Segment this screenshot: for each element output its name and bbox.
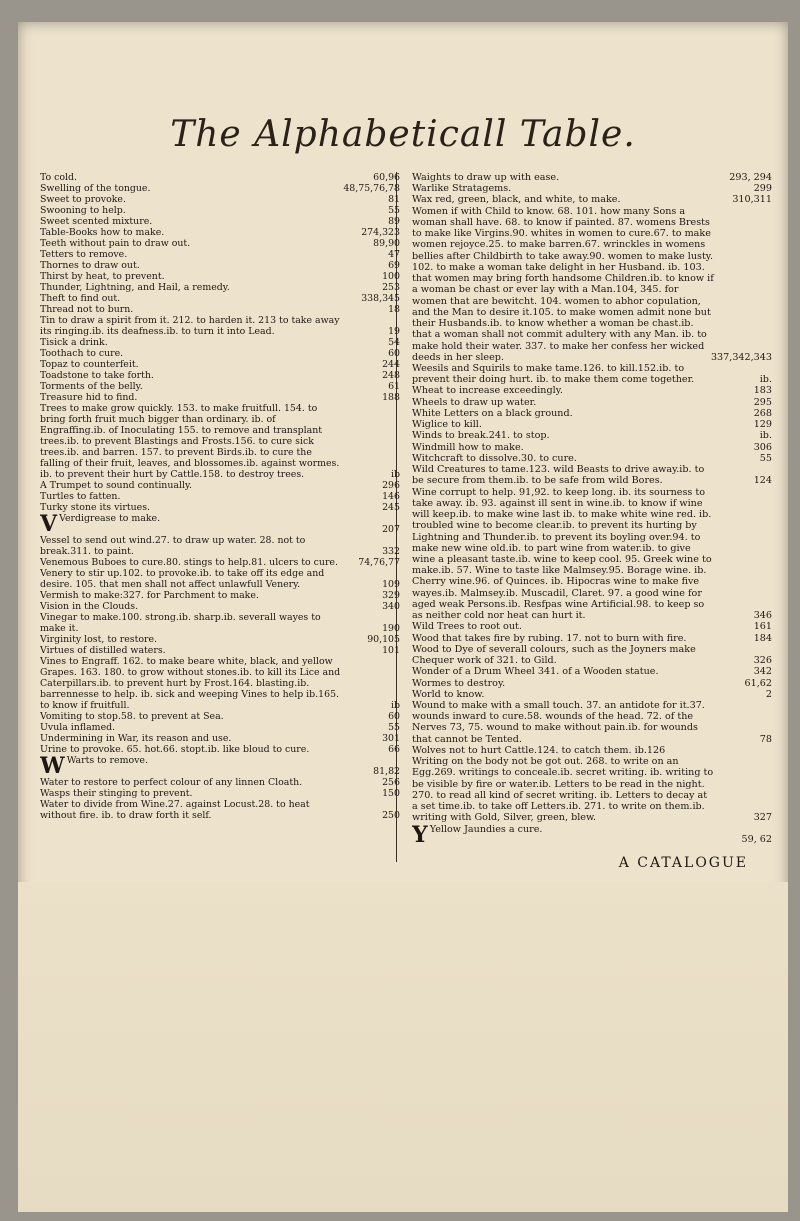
entry-pages: 55 [388, 722, 400, 733]
entry-text: Turtles to fatten. [40, 491, 121, 502]
entry-pages: ib [391, 700, 400, 711]
entry-pages: 326 [753, 655, 772, 667]
entry-pages: 150 [382, 788, 400, 799]
book-page [18, 22, 788, 1212]
index-entry [40, 249, 400, 260]
entry-pages: 74,76,77 [358, 557, 400, 568]
entry-text: Turky stone its virtues. [40, 502, 150, 513]
index-entry [40, 788, 400, 799]
entry-text: Topaz to counterfeit. [40, 359, 139, 370]
entry-text: Waights to draw up with ease. [412, 172, 560, 183]
index-entry [412, 756, 772, 823]
index-entry [40, 590, 400, 601]
entry-pages: ib [391, 469, 400, 480]
entry-pages: 54 [388, 337, 400, 348]
entry-pages: 337,342,343 [710, 351, 772, 363]
entry-pages: 19 [388, 326, 400, 337]
entry-pages: 253 [382, 282, 400, 293]
index-entry [40, 557, 400, 568]
entry-pages: 207 [382, 524, 400, 535]
index-entry [412, 621, 772, 632]
entry-text: World to know. [412, 688, 485, 700]
index-entry [40, 194, 400, 205]
entry-pages: 293, 294 [729, 172, 772, 183]
entry-pages: 327 [753, 812, 772, 824]
entry-text: Vomiting to stop.58. to prevent at Sea. [40, 711, 224, 722]
entry-pages: 250 [382, 810, 400, 821]
entry-text: Wonder of a Drum Wheel 341. of a Wooden statue. [412, 666, 659, 678]
entry-text: Sweet to provoke. [40, 194, 126, 205]
index-entry [40, 612, 400, 634]
entry-text: To cold. [40, 172, 78, 183]
index-entry [412, 363, 772, 385]
index-entry [412, 419, 772, 430]
entry-text: Windmill how to make. [412, 441, 524, 453]
entry-pages: 129 [753, 419, 772, 431]
entry-pages: 81 [388, 194, 400, 205]
entry-text: Tisick a drink. [40, 337, 108, 348]
index-entry [40, 491, 400, 502]
index-entry [40, 744, 400, 755]
index-entry [412, 689, 772, 700]
entry-text: Wild Creatures to tame.123. wild Beasts to drive away.ib. to be secure from them.ib. to be safe from wild Bores. [412, 464, 705, 487]
entry-text: Swelling of the tongue. [40, 183, 151, 194]
index-entry [40, 392, 400, 403]
entry-pages: 18 [388, 304, 400, 315]
entry-text: Weesils and Squirils to make tame.126. to kill.152.ib. to prevent their doing hurt. ib. to make them come together. [412, 362, 695, 386]
entry-pages: 342 [753, 666, 772, 678]
entry-text: Tin to draw a spirit from it. 212. to harden it. 213 to take away its ringing.ib. its deafness.ib. to turn it into Lead. [40, 315, 340, 337]
entry-text: Vessel to send out wind.27. to draw up water. 28. not to break.311. to paint. [40, 535, 306, 557]
entry-text: Virtues of distilled waters. [40, 645, 166, 656]
index-entry [412, 397, 772, 408]
entry-text: Warts to remove. [66, 755, 148, 766]
entry-text: Toothach to cure. [40, 348, 124, 359]
entry-text: Venemous Buboes to cure.80. stings to help.81. ulcers to cure. [40, 557, 338, 568]
entry-pages: 329 [382, 590, 400, 601]
entry-text: Table-Books how to make. [40, 227, 165, 238]
index-entry [40, 304, 400, 315]
entry-pages: 244 [382, 359, 400, 370]
entry-pages: 55 [388, 205, 400, 216]
entry-text: Writing on the body not be got out. 268. to write on an Egg.269. writings to conceale.ib. secret writing. ib. writing to be visible by fire or water.ib. Letters to be read in the night. 270. to read all kind of secret writing. ib. Letters to decay at a set time.ib. to take off Letters.ib. 271. to write on them.ib. writing with Gold, Silver, green, blew. [412, 756, 714, 824]
entry-pages: 60,96 [373, 172, 400, 183]
entry-pages: 248 [382, 370, 400, 381]
index-entry [40, 227, 400, 238]
index-entry [412, 408, 772, 419]
index-entry [40, 645, 400, 656]
index-entry [40, 271, 400, 282]
entry-text: Verdigrease to make. [59, 513, 161, 524]
index-entry [412, 172, 772, 183]
entry-text: Warlike Stratagems. [412, 183, 512, 195]
index-entry [40, 282, 400, 293]
entry-text: Thunder, Lightning, and Hail, a remedy. [40, 282, 230, 293]
catchword: A CATALOGUE [618, 855, 748, 871]
entry-pages: 90,105 [367, 634, 400, 645]
index-entry [40, 722, 400, 733]
index-entry [40, 733, 400, 744]
entry-text: Uvula inflamed. [40, 722, 116, 733]
index-entry [412, 385, 772, 396]
entry-text: Wild Trees to root out. [412, 621, 522, 633]
entry-text: Wood that takes fire by rubing. 17. not to burn with fire. [412, 632, 687, 644]
entry-text: Wood to Dye of severall colours, such as the Joyners make Chequer work of 321. to Gild. [412, 643, 696, 667]
entry-pages: 268 [753, 407, 772, 419]
index-entry [412, 666, 772, 677]
index-entry [40, 656, 400, 711]
entry-text: Vinegar to make.100. strong.ib. sharp.ib. severall wayes to make it. [40, 612, 321, 634]
index-entry [40, 381, 400, 392]
index-entry [40, 183, 400, 194]
index-entry [40, 513, 400, 535]
entry-text: Vines to Engraff. 162. to make beare white, black, and yellow Grapes. 163. 180. to grow without stones.ib. to kill its Lice and Caterpillars.ib. to prevent hurt by Frost.164. blasting.ib. barrennesse to help. ib. sick and weeping Vines to help ib.165. to know if fruitfull. [40, 656, 341, 711]
entry-text: Wax red, green, black, and white, to make. [412, 194, 621, 206]
entry-text: Thread not to burn. [40, 304, 134, 315]
entry-pages: 183 [753, 385, 772, 397]
index-entry [412, 633, 772, 644]
index-entry [40, 480, 400, 491]
index-entry [40, 535, 400, 557]
index-columns [40, 172, 775, 862]
index-entry [412, 745, 772, 756]
entry-pages: 338,345 [361, 293, 400, 304]
entry-pages: 190 [382, 623, 400, 634]
index-entry [40, 348, 400, 359]
entry-pages: 101 [382, 645, 400, 656]
entry-pages: 2 [765, 688, 772, 700]
index-entry [40, 568, 400, 590]
index-entry [40, 315, 400, 337]
entry-text: Toadstone to take forth. [40, 370, 154, 381]
entry-text: Teeth without pain to draw out. [40, 238, 191, 249]
entry-text: Wormes to destroy. [412, 677, 506, 689]
entry-pages: 184 [753, 632, 772, 644]
entry-text: Trees to make grow quickly. 153. to make fruitfull. 154. to bring forth fruit much bigger than ordinary. ib. of Engraffing.ib. of Inoculating 155. to remove and transplant trees.ib. to prevent Blastings and Frosts.156. to cure sick trees.ib. and barren. 157. to prevent Birds.ib. to cure the falling of their fruit, leaves, and blossomes.ib. against wormes. ib. to prevent their hurt by Cattle.158. to destroy trees. [40, 403, 340, 480]
entry-pages: 274,323 [361, 227, 400, 238]
entry-text: Theft to find out. [40, 293, 121, 304]
index-entry [412, 206, 772, 363]
index-entry [412, 430, 772, 441]
index-entry [40, 293, 400, 304]
entry-text: Wiglice to kill. [412, 419, 482, 431]
entry-text: Wheat to increase exceedingly. [412, 385, 563, 397]
entry-pages: 188 [382, 392, 400, 403]
entry-pages: 146 [382, 491, 400, 502]
blank-lower-page [18, 882, 788, 1212]
entry-text: Water to restore to perfect colour of any linnen Cloath. [40, 777, 303, 788]
index-entry [412, 453, 772, 464]
entry-text: Winds to break.241. to stop. [412, 430, 550, 442]
entry-pages: 332 [382, 546, 400, 557]
index-entry [40, 337, 400, 348]
entry-pages: 256 [382, 777, 400, 788]
index-entry [412, 824, 772, 846]
entry-pages: 59, 62 [741, 834, 772, 846]
index-entry [40, 260, 400, 271]
entry-text: Torments of the belly. [40, 381, 143, 392]
entry-pages: 346 [753, 610, 772, 622]
entry-text: Wasps their stinging to prevent. [40, 788, 193, 799]
entry-pages: 245 [382, 502, 400, 513]
entry-pages: 100 [382, 271, 400, 282]
index-entry [40, 216, 400, 227]
entry-pages: 60 [388, 348, 400, 359]
index-entry [412, 194, 772, 205]
entry-text: Wine corrupt to help. 91,92. to keep long. ib. its sourness to take away. ib. 93. against ill sent in wine.ib. to know if wine will keep.ib. to make wine last ib. to make white wine red. ib. troubled wine to become clear.ib. to prevent its hurting by Lightning and Thunder.ib. to prevent its boyling over.94. to make new wine old.ib. to part wine from water.ib. to give wine a pleasant taste.ib. wine to keep cool. 95. Greek wine to make.ib. 57. Wine to taste like Malmsey.95. Borage wine. ib. Cherry wine.96. of Quinces. ib. Hipocras wine to make five wayes.ib. Malmsey.ib. Muscadil, Claret. 97. a good wine for aged weak Persons.ib. Resfpas wine Artificial.98. to keep so as neither cold nor heat can hurt it. [412, 486, 712, 622]
entry-pages: 299 [753, 183, 772, 195]
section-initial: Y [412, 823, 428, 846]
entry-text: A Trumpet to sound continually. [40, 480, 193, 491]
index-entry [412, 678, 772, 689]
entry-pages: 47 [388, 249, 400, 260]
entry-pages: 81,82 [373, 766, 400, 777]
index-entry [412, 183, 772, 194]
entry-pages: ib. [759, 430, 772, 442]
entry-text: Venery to stir up.102. to provoke.ib. to take off its edge and desire. 105. that men shall not affect unlawfull Venery. [40, 568, 325, 590]
entry-pages: 60 [388, 711, 400, 722]
entry-text: Yellow Jaundies a cure. [429, 823, 543, 835]
entry-pages: 55 [759, 452, 772, 464]
entry-text: Vision in the Clouds. [40, 601, 139, 612]
index-entry [40, 238, 400, 249]
index-entry [412, 464, 772, 486]
entry-pages: 69 [388, 260, 400, 271]
entry-pages: 61,62 [744, 677, 772, 689]
entry-text: Thirst by heat, to prevent. [40, 271, 165, 282]
entry-pages: 89 [388, 216, 400, 227]
index-entry [40, 502, 400, 513]
entry-pages: 89,90 [373, 238, 400, 249]
entry-pages: 109 [382, 579, 400, 590]
entry-pages: 61 [388, 381, 400, 392]
entry-text: White Letters on a black ground. [412, 407, 573, 419]
entry-text: Urine to provoke. 65. hot.66. stopt.ib. like bloud to cure. [40, 744, 310, 755]
entry-text: Tetters to remove. [40, 249, 128, 260]
section-initial: V [40, 513, 58, 535]
entry-text: Women if with Child to know. 68. 101. how many Sons a woman shall have. 68. to know if painted. 87. womens Brests to make like Virgins.90. whites in women to cure.67. to make women rejoyce.25. to make barren.67. wrinckles in womens bellies after Childbirth to take away.90. women to make lusty. 102. to make a woman take delight in her Husband. ib. 103. that women may bring forth handsome Children.ib. to know if a woman be chast or ever lay with a Man.104, 345. for women that are bewitcht. 104. women to abhor copulation, and the Man to desire it.105. to make women admit none but their Husbands.ib. to know whether a woman be chast.ib. that a woman shall not commit adultery with any Man. ib. to make hold their water. 337. to make her confess her wicked deeds in her sleep. [412, 205, 714, 363]
entry-pages: 78 [759, 733, 772, 745]
index-entry [40, 370, 400, 381]
entry-pages: 66 [388, 744, 400, 755]
entry-text: Virginity lost, to restore. [40, 634, 157, 645]
entry-pages: 124 [753, 475, 772, 487]
index-entry [40, 799, 400, 821]
left-column [40, 172, 400, 821]
entry-pages: ib. [759, 374, 772, 386]
entry-text: Wolves not to hurt Cattle.124. to catch them. ib.126 [412, 744, 666, 756]
entry-text: Vermish to make:327. for Parchment to make. [40, 590, 259, 601]
index-entry [40, 755, 400, 777]
page-title: The Alphabeticall Table. [170, 114, 636, 155]
entry-pages: 296 [382, 480, 400, 491]
entry-pages: 301 [382, 733, 400, 744]
index-entry [40, 777, 400, 788]
entry-pages: 161 [753, 621, 772, 633]
entry-text: Wound to make with a small touch. 37. an antidote for it.37. wounds inward to cure.58. wounds of the head. 72. of the Nerves 73, 75. wound to make without pain.ib. for wounds that cannot be Tented. [412, 700, 705, 745]
index-entry [40, 634, 400, 645]
section-initial: W [40, 755, 65, 777]
index-entry [40, 359, 400, 370]
entry-text: Treasure hid to find. [40, 392, 138, 403]
index-entry [40, 205, 400, 216]
entry-text: Witchcraft to dissolve.30. to cure. [412, 452, 577, 464]
entry-text: Undermining in War, its reason and use. [40, 733, 232, 744]
index-entry [412, 442, 772, 453]
entry-pages: 48,75,76,78 [343, 183, 400, 194]
entry-pages: 295 [753, 396, 772, 408]
entry-text: Thornes to draw out. [40, 260, 140, 271]
index-entry [40, 172, 400, 183]
entry-pages: 310,311 [732, 194, 772, 206]
index-entry [40, 403, 400, 480]
right-column [412, 172, 772, 846]
entry-text: Water to divide from Wine.27. against Locust.28. to heat without fire. ib. to draw forth it self. [40, 799, 310, 821]
index-entry [412, 487, 772, 622]
entry-text: Wheels to draw up water. [412, 396, 537, 408]
entry-text: Swooning to help. [40, 205, 126, 216]
entry-pages: 340 [382, 601, 400, 612]
index-entry [40, 711, 400, 722]
index-entry [412, 700, 772, 745]
entry-pages: 306 [753, 441, 772, 453]
index-entry [40, 601, 400, 612]
entry-text: Sweet scented mixture. [40, 216, 153, 227]
index-entry [412, 644, 772, 666]
